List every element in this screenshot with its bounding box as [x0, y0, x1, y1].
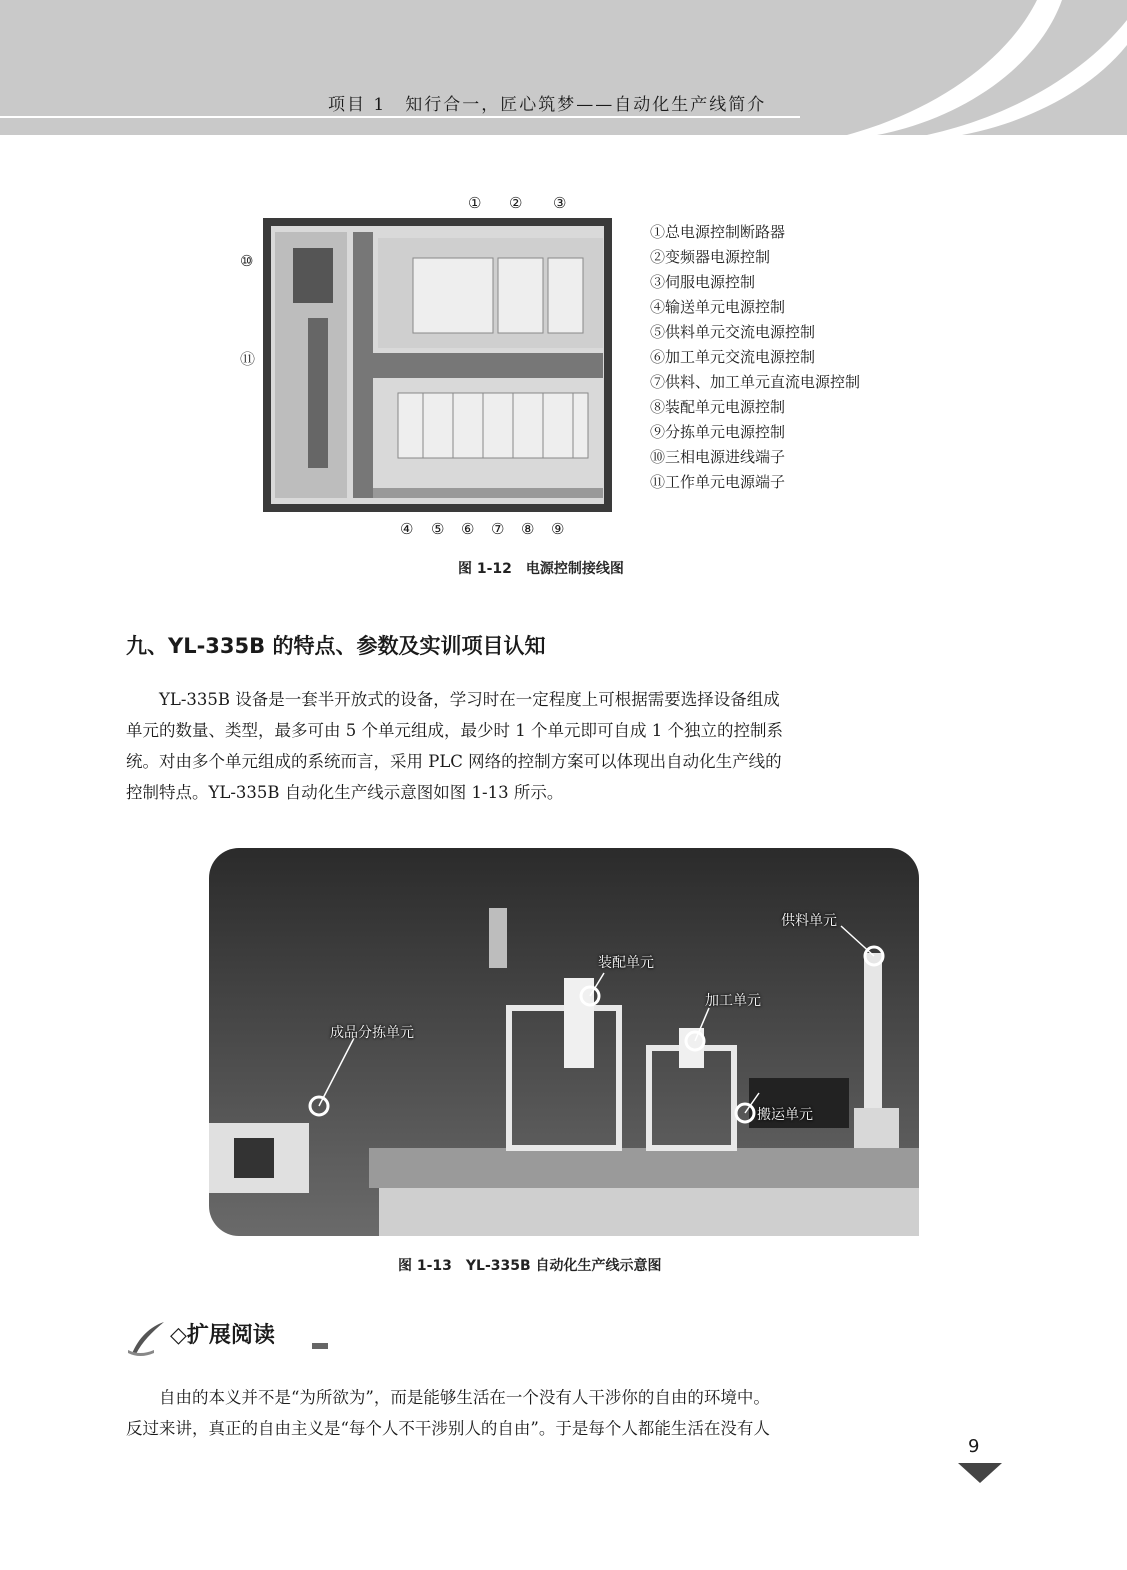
callout-6: ⑥ — [461, 520, 475, 538]
extended-reading-title: ◇扩展阅读 — [170, 1323, 275, 1348]
callout-4: ④ — [400, 520, 414, 538]
legend-item: ③伺服电源控制 — [650, 273, 756, 291]
legend-item: ②变频器电源控制 — [650, 248, 771, 266]
legend-item: ④输送单元电源控制 — [650, 298, 786, 316]
figure-1-13-caption: 图 1-13 YL-335B 自动化生产线示意图 — [398, 1258, 662, 1274]
legend-item: ⑩三相电源进线端子 — [650, 448, 786, 466]
title-underline-mark — [312, 1343, 328, 1349]
callout-7: ⑦ — [491, 520, 505, 538]
quill-pen-icon — [126, 1320, 170, 1358]
page-header — [0, 0, 1127, 135]
paragraph-line: 反过来讲，真正的自由主义是“每个人不干涉别人的自由”。于是每个人都能生活在没有人 — [126, 1419, 770, 1438]
legend-item: ⑦供料、加工单元直流电源控制 — [650, 373, 861, 391]
legend-item: ⑥加工单元交流电源控制 — [650, 348, 816, 366]
figure-1-12-legend — [650, 220, 860, 495]
legend-item: ⑨分拣单元电源控制 — [650, 423, 786, 441]
figure-1-12-image — [263, 218, 612, 512]
figure-1-13-image — [209, 848, 919, 1236]
legend-item: ⑤供料单元交流电源控制 — [650, 323, 816, 341]
legend-item: ⑪工作单元电源端子 — [650, 473, 786, 491]
section-paragraph — [126, 684, 1001, 808]
extended-reading-paragraph — [126, 1382, 1001, 1444]
label-processing-unit: 加工单元 — [705, 993, 761, 1009]
callout-11: ⑪ — [240, 350, 256, 368]
callout-10: ⑩ — [240, 252, 254, 270]
label-supply-unit: 供料单元 — [781, 913, 837, 929]
page-number: 9 — [968, 1436, 980, 1457]
label-assembly-unit: 装配单元 — [598, 955, 654, 971]
callout-1: ① — [468, 194, 482, 212]
page-marker-triangle-icon — [958, 1463, 1002, 1483]
section-heading: 九、YL-335B 的特点、参数及实训项目认知 — [126, 634, 546, 658]
running-header-title: 项目 1 知行合一，匠心筑梦——自动化生产线简介 — [328, 95, 767, 115]
paragraph-line: 控制特点。YL-335B 自动化生产线示意图如图 1-13 所示。 — [126, 783, 564, 802]
legend-item: ⑧装配单元电源控制 — [650, 398, 786, 416]
header-rule — [0, 116, 800, 118]
paragraph-line: 统。对由多个单元组成的系统而言，采用 PLC 网络的控制方案可以体现出自动化生产线的 — [126, 752, 782, 771]
label-sorting-unit: 成品分拣单元 — [330, 1025, 414, 1041]
paragraph-line: YL-335B 设备是一套半开放式的设备，学习时在一定程度上可根据需要选择设备组成 — [159, 690, 780, 709]
header-swoosh-decoration — [787, 0, 1127, 135]
callout-3: ③ — [553, 194, 567, 212]
callout-5: ⑤ — [431, 520, 445, 538]
callout-2: ② — [509, 194, 523, 212]
callout-9: ⑨ — [551, 520, 565, 538]
label-transport-unit: 搬运单元 — [757, 1107, 813, 1123]
paragraph-line: 单元的数量、类型，最多可由 5 个单元组成，最少时 1 个单元即可自成 1 个独立的控制系 — [126, 721, 783, 740]
legend-item: ①总电源控制断路器 — [650, 223, 786, 241]
figure-1-12-caption: 图 1-12 电源控制接线图 — [458, 561, 624, 577]
paragraph-line: 自由的本义并不是“为所欲为”，而是能够生活在一个没有人干涉你的自由的环境中。 — [159, 1388, 770, 1407]
callout-8: ⑧ — [521, 520, 535, 538]
